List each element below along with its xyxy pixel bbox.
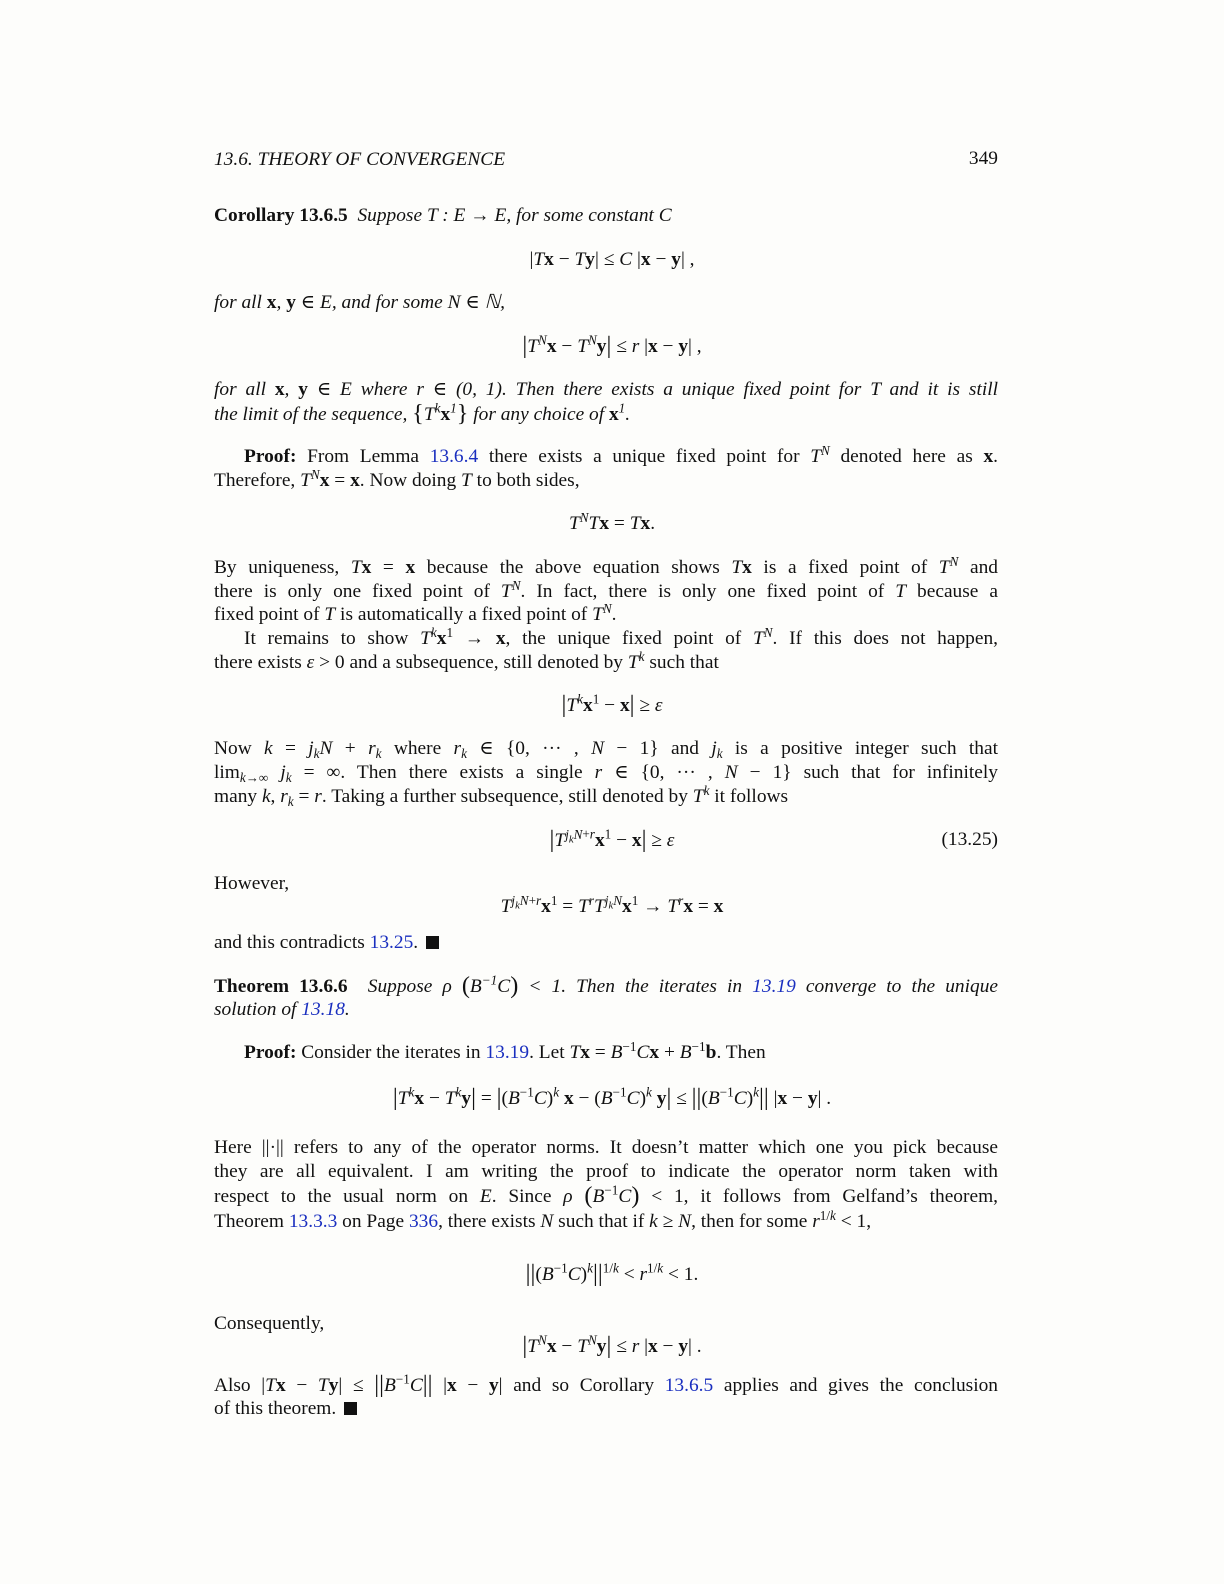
theorem-statement-line2: solution of 13.18. bbox=[214, 999, 350, 1020]
proof1-line2: Therefore, $T^Nx = x$. Now doing T to both sides, bbox=[214, 466, 580, 491]
page-number: 349 bbox=[968, 148, 998, 169]
gelfand-theorem-link[interactable]: 13.3.3 bbox=[288, 1211, 338, 1232]
theorem-solution-link[interactable]: 13.18 bbox=[301, 999, 345, 1020]
proof1-line7: there exists ε > 0 and a subsequence, still denoted by $T^k$ such that bbox=[214, 648, 719, 673]
corollary-statement-line3: for all x, y ∈ E where r ∈ (0, 1). Then there exists a unique fixed point for T and it is still bbox=[214, 379, 999, 400]
page-link[interactable]: 336 bbox=[408, 1211, 439, 1232]
equation-consequence: $|T^Nx - T^Ny| \le r$ |x − y| . bbox=[522, 1332, 702, 1359]
theorem-statement-line1: Theorem 13.6.6 Suppose ρ $(B^{-1}C) < 1$. Then the iterates in 13.19 converge to the unique bbox=[214, 972, 998, 999]
equation-limit: $T^{j_kN+r}x^1 = T^rT^{j_kN}x^1 \to T^rx = x$ bbox=[500, 892, 724, 917]
corollary-statement-line1: Corollary 13.6.5 Suppose T : E → E, for some constant C bbox=[214, 205, 672, 226]
equation-contraction-n: $|T^Nx - T^Ny| \le r$ |x − y| , bbox=[522, 332, 702, 359]
proof1-conclusion: and this contradicts 13.25. bbox=[214, 931, 998, 955]
proof2-line3: they are all equivalent. I am writing the proof to indicate the operator norm taken with bbox=[214, 1161, 998, 1182]
proof2-line1: Proof: Consider the iterates in 13.19. Let $Tx = B^{-1}Cx + B^{-1}b$. Then bbox=[244, 1038, 766, 1063]
theorem-iterates-link[interactable]: 13.19 bbox=[752, 975, 796, 997]
corollary-statement-line2: for all x, y ∈ E, and for some N ∈ ℕ, bbox=[214, 292, 506, 313]
proof2-line5: Theorem 13.3.3 on Page 336, there exists N such that if k ≥ N, then for some $r^{1/k} < 1$, bbox=[214, 1207, 872, 1232]
corollary-link[interactable]: 13.6.5 bbox=[664, 1374, 714, 1396]
qed-square bbox=[426, 936, 439, 949]
proof2-line4: respect to the usual norm on E. Since ρ $(B^{-1}C) < 1$, it follows from Gelfand’s theorem, bbox=[214, 1182, 998, 1209]
qed-square bbox=[344, 1402, 357, 1415]
proof1-line4: there is only one fixed point of $T^N$. In fact, there is only one fixed point of T because a bbox=[214, 577, 998, 602]
proof2-consequently: Consequently, bbox=[214, 1313, 325, 1334]
equation-subsequence: $|T^kx^1 - x| \ge \varepsilon$ bbox=[561, 691, 663, 718]
proof2-line2: Here ||·|| refers to any of the operator norms. It doesn’t matter which one you pick because bbox=[214, 1137, 998, 1158]
equation-gelfand: $||(B^{-1}C)^k||^{1/k} < r^{1/k} < 1$. bbox=[525, 1260, 699, 1287]
proof1-line5: fixed point of T is automatically a fixed point of $T^N$. bbox=[214, 600, 617, 625]
equation-lipschitz: |Tx − Ty| ≤ C |x − y| , bbox=[529, 249, 695, 270]
proof1-however: However, bbox=[214, 873, 290, 894]
corollary-statement-line4: the limit of the sequence, $\{T^kx^1\}$ for any choice of $x^1$. bbox=[214, 400, 631, 427]
equation-link[interactable]: 13.25 bbox=[369, 932, 414, 953]
proof1-line8: Now $k = j_kN + r_k$ where $r_k$ ∈ {0, ··· , N − 1} and $j_k$ is a positive integer such that bbox=[214, 738, 998, 761]
proof1-line6: It remains to show $T^kx^1 \to x$, the unique fixed point of $T^N$. If this does not happen, bbox=[244, 624, 999, 649]
proof1-line1: Proof: From Lemma 13.6.4 there exists a unique fixed point for $T^N$ denoted here as x. bbox=[244, 442, 998, 467]
corollary-label: Corollary 13.6.5 bbox=[214, 205, 348, 226]
theorem-label: Theorem 13.6.6 bbox=[214, 975, 348, 997]
proof1-line9: $\lim_{k\to\infty} j_k$ = ∞. Then there exists a single r ∈ {0, ··· , N − 1} such that for infinitely bbox=[214, 762, 998, 785]
equation-number: (13.25) bbox=[941, 829, 998, 850]
proof2-line6: Also $|Tx - Ty| \le ||B^{-1}C||$ |x − y| and so Corollary 13.6.5 applies and gives the conclusion bbox=[214, 1371, 998, 1398]
lemma-link[interactable]: 13.6.4 bbox=[429, 446, 479, 467]
running-header: 13.6. THEORY OF CONVERGENCE bbox=[214, 149, 506, 170]
proof1-line3: By uniqueness, Tx = x because the above equation shows Tx is a fixed point of $T^N$ and bbox=[214, 553, 998, 578]
equation-tn-tx: $T^NTx = Tx$. bbox=[568, 509, 656, 534]
proof2-line7: of this theorem. bbox=[214, 1397, 998, 1421]
proof1-line10: many k, $r_k = r$. Taking a further subsequence, still denoted by $T^k$ it follows bbox=[214, 782, 789, 809]
equation-operator-norm: $|T^kx - T^ky| = |(B^{-1}C)^k$ $x - (B^{-1}C)^k$ $y| \le ||(B^{-1}C)^k||$ |x − y| . bbox=[392, 1084, 832, 1111]
proof2-iterates-link[interactable]: 13.19 bbox=[485, 1042, 530, 1063]
equation-13-25: $|T^{j_kN+r}x^1 - x| \ge \varepsilon$ (13.25) bbox=[549, 826, 998, 853]
